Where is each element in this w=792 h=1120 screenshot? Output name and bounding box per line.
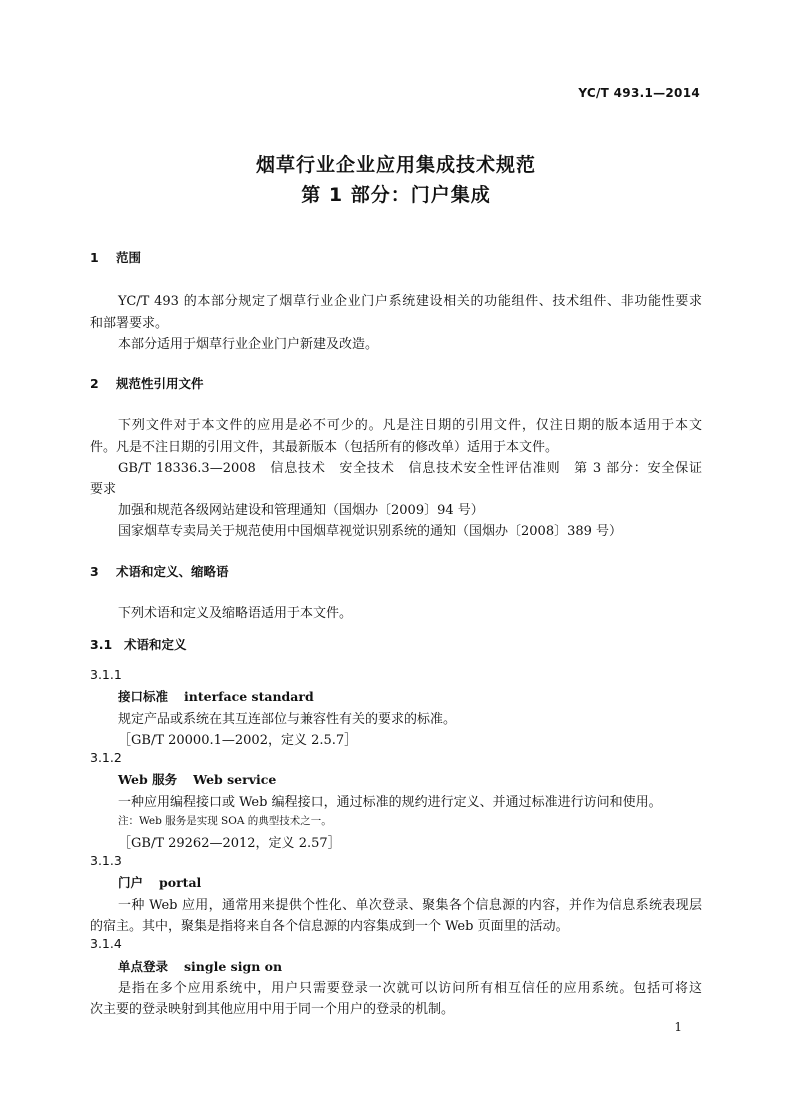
section-title: 范围 (116, 250, 142, 265)
term-chinese: 门户 (118, 875, 144, 890)
section-number: 1 (90, 250, 99, 265)
term-chinese: Web 服务 (118, 772, 178, 787)
page-number: 1 (674, 1020, 682, 1034)
term-definition: 一种 Web 应用，通常用来提供个性化、单次登录、聚集各个信息源的内容，并作为信息系统表现层 (118, 898, 702, 913)
subsection-3-1-heading (90, 635, 187, 653)
term-english: interface standard (184, 689, 314, 704)
term-entry (118, 687, 314, 705)
section-title: 规范性引用文件 (116, 376, 204, 391)
term-definition: 规定产品或系统在其互连部位与兼容性有关的要求的标准。 (118, 712, 457, 727)
subsection-number: 3.1 (90, 637, 113, 652)
term-entry (118, 873, 201, 891)
standard-code: YC/T 493.1—2014 (578, 86, 700, 100)
term-source: ［GB/T 20000.1—2002，定义 2.5.7］ (118, 733, 358, 748)
paragraph: 下列术语和定义及缩略语适用于本文件。 (118, 606, 353, 621)
section-2-heading (90, 374, 204, 392)
term-definition-continuation: 的宿主。其中，聚集是指将来自各个信息源的内容集成到一个 Web 页面里的活动。 (90, 919, 569, 934)
term-chinese: 接口标准 (118, 689, 169, 704)
term-english: Web service (193, 772, 277, 787)
paragraph-continuation: 和部署要求。 (90, 316, 169, 331)
term-source: ［GB/T 29262—2012，定义 2.57］ (118, 836, 341, 851)
reference-item: 国家烟草专卖局关于规范使用中国烟草视觉识别系统的通知（国烟办〔2008〕389 号） (118, 524, 623, 539)
term-definition: 是指在多个应用系统中，用户只需要登录一次就可以访问所有相互信任的应用系统。包括可将这 (118, 981, 702, 996)
term-english: single sign on (184, 959, 283, 974)
term-chinese: 单点登录 (118, 959, 169, 974)
clause-number: 3.1.4 (90, 936, 122, 951)
reference-item: GB/T 18336.3—2008 信息技术 安全技术 信息技术安全性评估准则 第 3 部分：安全保证 (118, 461, 702, 476)
term-definition-continuation: 次主要的登录映射到其他应用中用于同一个用户的登录的机制。 (90, 1002, 455, 1017)
clause-number: 3.1.2 (90, 750, 122, 765)
paragraph: 本部分适用于烟草行业企业门户新建及改造。 (118, 337, 379, 352)
section-number: 2 (90, 376, 99, 391)
term-english: portal (159, 875, 202, 890)
paragraph: 下列文件对于本文件的应用是必不可少的。凡是注日期的引用文件，仅注日期的版本适用于本文 (118, 418, 702, 433)
section-3-heading (90, 562, 229, 580)
section-1-heading (90, 248, 141, 266)
paragraph-continuation: 件。凡是不注日期的引用文件，其最新版本（包括所有的修改单）适用于本文件。 (90, 440, 559, 455)
term-note: 注：Web 服务是实现 SOA 的典型技术之一。 (118, 815, 332, 827)
clause-number: 3.1.1 (90, 667, 122, 682)
section-number: 3 (90, 564, 99, 579)
section-title: 术语和定义、缩略语 (116, 564, 229, 579)
document-title: 烟草行业企业应用集成技术规范 (255, 154, 536, 176)
subsection-title: 术语和定义 (124, 637, 187, 652)
term-entry (118, 957, 282, 975)
document-subtitle: 第 1 部分：门户集成 (301, 184, 491, 206)
paragraph: YC/T 493 的本部分规定了烟草行业企业门户系统建设相关的功能组件、技术组件、非功能性要求 (118, 294, 702, 309)
term-entry (118, 770, 276, 788)
reference-item: 加强和规范各级网站建设和管理通知（国烟办〔2009〕94 号） (118, 503, 484, 518)
clause-number: 3.1.3 (90, 853, 122, 868)
reference-continuation: 要求 (90, 482, 117, 497)
term-definition: 一种应用编程接口或 Web 编程接口，通过标准的规约进行定义、并通过标准进行访问和使用。 (118, 795, 662, 810)
